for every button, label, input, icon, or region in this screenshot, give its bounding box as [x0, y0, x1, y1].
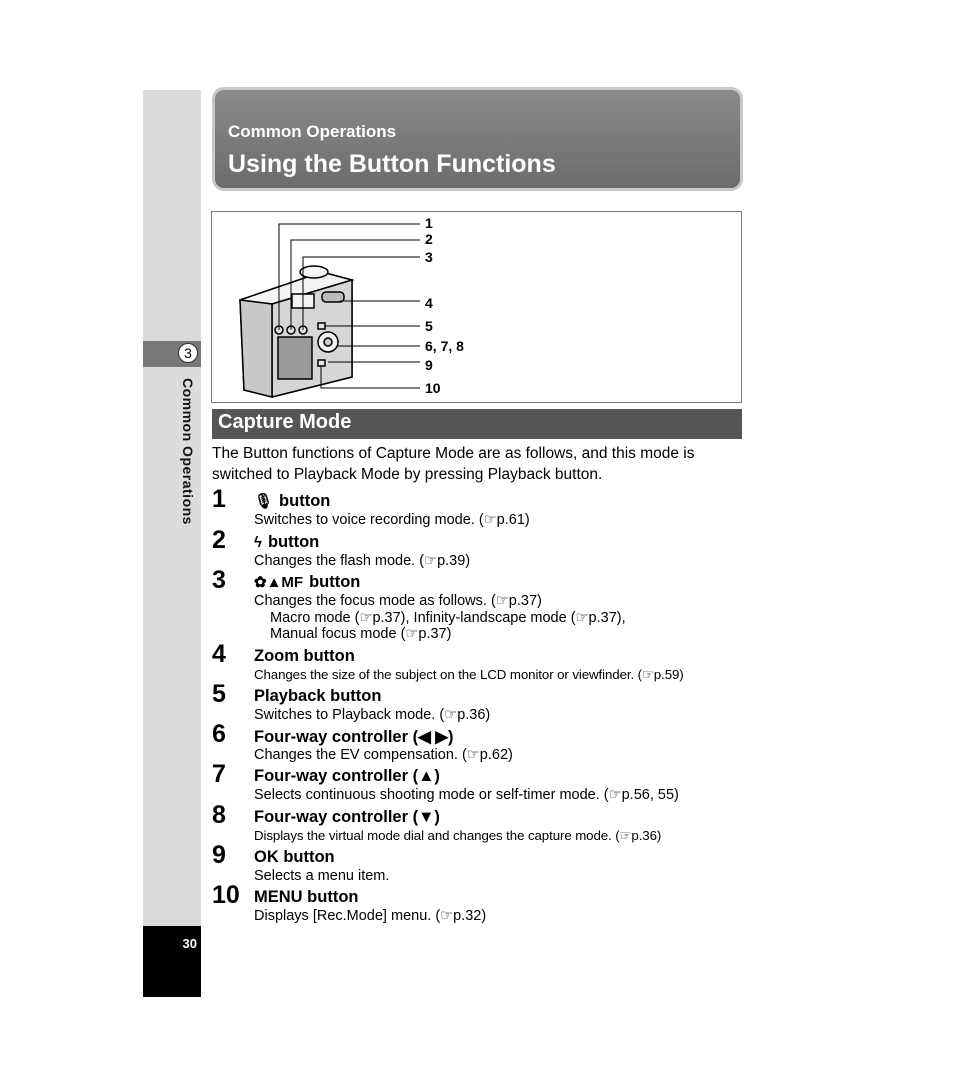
item-description — [254, 593, 626, 643]
item-number: 3 — [212, 566, 226, 594]
item-heading — [254, 533, 319, 552]
item-number: 4 — [212, 640, 226, 668]
item-label: MENU button — [254, 888, 359, 906]
focus-mode-icon: ✿▲MF — [254, 574, 304, 591]
page-number: 30 — [182, 936, 197, 951]
item-number: 5 — [212, 680, 226, 708]
callout-4: 4 — [425, 295, 433, 311]
item-description: Displays the virtual mode dial and changes the capture mode. (☞p.36) — [254, 828, 662, 843]
item-label: Four-way controller (▼) — [254, 808, 440, 826]
chapter-number: 3 — [178, 343, 198, 363]
callout-1: 1 — [425, 215, 433, 231]
item-label: OK button — [254, 848, 335, 866]
item-number: 10 — [212, 881, 240, 909]
item-number: 6 — [212, 720, 226, 748]
item-label: button — [309, 573, 361, 591]
item-number: 8 — [212, 801, 226, 829]
chapter-subtitle: Common Operations — [228, 122, 397, 141]
camera-illustration — [212, 212, 741, 402]
callout-2: 2 — [425, 231, 433, 247]
chapter-label: Common Operations — [180, 378, 196, 525]
item-heading — [254, 573, 360, 592]
callout-3: 3 — [425, 249, 433, 265]
item-description: Displays [Rec.Mode] menu. (☞p.32) — [254, 908, 487, 924]
section-intro: The Button functions of Capture Mode are as follows, and this mode is switched to Playback Mode by pressing Playback button. — [212, 445, 695, 483]
item-label: Four-way controller (◀ ▶) — [254, 728, 454, 746]
item-description: Switches to Playback mode. (☞p.36) — [254, 707, 491, 723]
item-description: Selects continuous shooting mode or self-timer mode. (☞p.56, 55) — [254, 787, 679, 803]
item-description-line: Manual focus mode (☞p.37) — [270, 626, 452, 642]
item-label: Zoom button — [254, 647, 355, 665]
item-label: Playback button — [254, 687, 382, 705]
page-title: Using the Button Functions — [228, 150, 556, 178]
item-description: Changes the size of the subject on the LCD monitor or viewfinder. (☞p.59) — [254, 667, 684, 682]
item-description: Selects a menu item. — [254, 868, 390, 884]
microphone-icon: 🎙 — [254, 493, 274, 510]
item-description-line: Changes the focus mode as follows. (☞p.37) — [254, 593, 542, 609]
item-label: button — [267, 533, 320, 551]
item-description: Changes the EV compensation. (☞p.62) — [254, 747, 513, 763]
callout-6-7-8: 6, 7, 8 — [425, 338, 464, 354]
camera-diagram — [211, 211, 742, 403]
item-label: button — [279, 492, 331, 510]
item-description: Switches to voice recording mode. (☞p.61) — [254, 512, 530, 528]
item-description-line: Macro mode (☞p.37), Infinity-landscape mode (☞p.37), — [270, 609, 626, 626]
item-label: Four-way controller (▲) — [254, 767, 440, 785]
item-number: 7 — [212, 760, 226, 788]
callout-5: 5 — [425, 318, 433, 334]
item-number: 9 — [212, 841, 226, 869]
item-description: Changes the flash mode. (☞p.39) — [254, 553, 471, 569]
item-heading — [254, 492, 330, 511]
callout-9: 9 — [425, 357, 433, 373]
item-number: 2 — [212, 526, 226, 554]
section-title: Capture Mode — [218, 411, 352, 433]
callout-10: 10 — [425, 380, 441, 396]
item-number: 1 — [212, 485, 226, 513]
flash-icon: ϟ — [254, 534, 262, 551]
